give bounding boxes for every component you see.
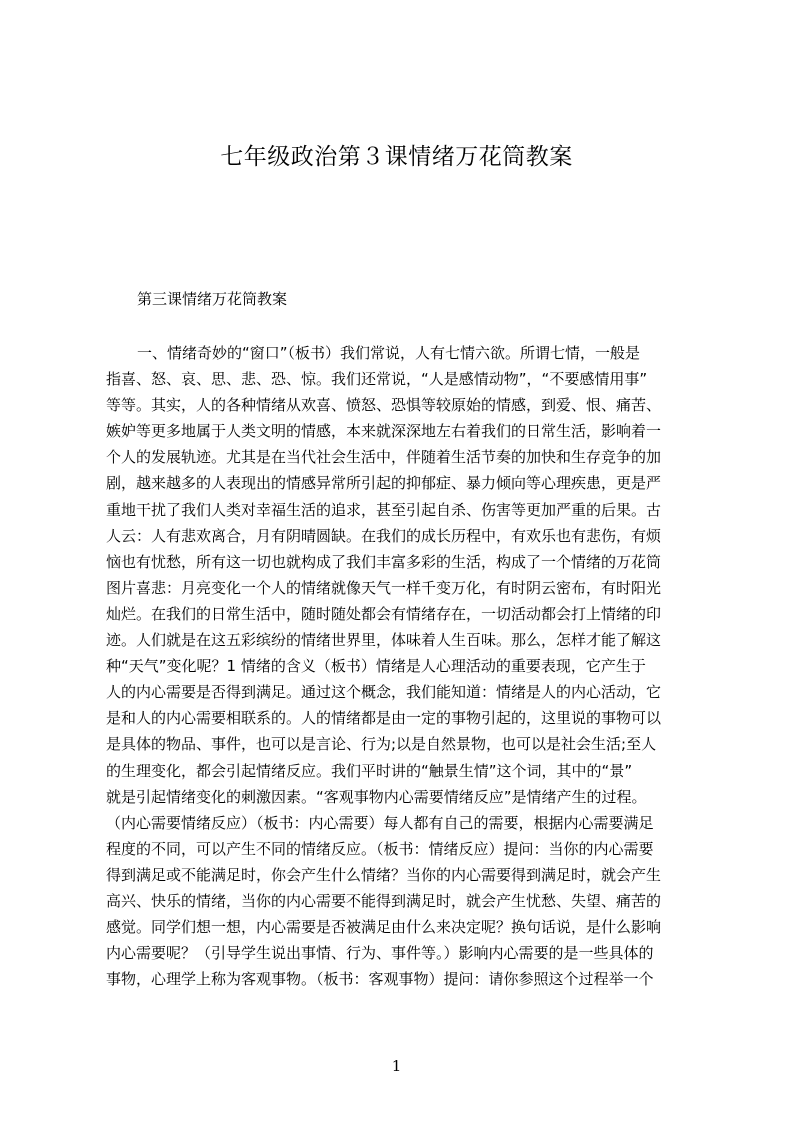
text-line: 程度的不同，可以产生不同的情绪反应。（板书：情绪反应）提问：当你的内心需要 (106, 839, 654, 858)
text-line: 是具体的物品、事件，也可以是言论、行为;以是自然景物，也可以是社会生活;至人 (106, 735, 657, 754)
text-line: 的生理变化，都会引起情绪反应。我们平时讲的“触景生情”这个词，其中的“景” (106, 761, 633, 780)
text-line: 种“天气”变化呢？1 情绪的含义（板书）情绪是人心理活动的重要表现，它产生于 (106, 657, 646, 676)
text-line: 得到满足或不能满足时，你会产生什么情绪？当你的内心需要得到满足时，就会产生 (106, 865, 662, 884)
text-line: 重地干扰了我们人类对幸福生活的追求，甚至引起自杀、伤害等更加严重的后果。古 (106, 500, 662, 519)
text-line: 图片喜悲：月亮变化一个人的情绪就像天气一样千变万化，有时阴云密布，有时阳光 (106, 578, 662, 597)
text-line: 嫉妒等更多地属于人类文明的情感，本来就深深地左右着我们的日常生活，影响着一 (106, 422, 662, 441)
text-line: 事物，心理学上称为客观事物。（板书：客观事物）提问：请你参照这个过程举一个 (106, 970, 654, 989)
text-line: 高兴、快乐的情绪，当你的内心需要不能得到满足时，就会产生忧愁、失望、痛苦的 (106, 891, 662, 910)
document-title: 七年级政治第３课情绪万花筒教案 (220, 144, 573, 170)
page-number: 1 (391, 1057, 402, 1075)
text-line: 就是引起情绪变化的刺激因素。“客观事物内心需要情绪反应”是情绪产生的过程。 (106, 787, 647, 806)
text-line: 内心需要呢？（引导学生说出事情、行为、事件等。）影响内心需要的是一些具体的 (106, 944, 654, 963)
text-line: 个人的发展轨迹。尤其是在当代社会生活中，伴随着生活节奏的加快和生存竞争的加 (106, 448, 662, 467)
text-line: 是和人的内心需要相联系的。人的情绪都是由一定的事物引起的，这里说的事物可以 (106, 709, 662, 728)
lesson-subtitle: 第三课情绪万花筒教案 (137, 290, 288, 308)
text-line: 恼也有忧愁，所有这一切也就构成了我们丰富多彩的生活，构成了一个情绪的万花筒 (106, 552, 662, 571)
text-line: 剧，越来越多的人表现出的情感异常所引起的抑郁症、暴力倾向等心理疾患，更是严 (106, 474, 662, 493)
text-line: 人云：人有悲欢离合，月有阴晴圆缺。在我们的成长历程中，有欢乐也有悲伤，有烦 (106, 526, 662, 545)
body-paragraph (106, 340, 694, 992)
text-line: （内心需要情绪反应）（板书：内心需要）每人都有自己的需要，根据内心需要满足 (106, 813, 654, 832)
text-line: 等等。其实，人的各种情绪从欢喜、愤怒、恐惧等较原始的情感，到爱、恨、痛苦、 (106, 396, 662, 415)
text-line: 一、情绪奇妙的“窗口”（板书）我们常说，人有七情六欲。所谓七情，一般是 (137, 344, 641, 362)
text-line: 迹。人们就是在这五彩缤纷的情绪世界里，体味着人生百味。那么，怎样才能了解这 (106, 631, 662, 650)
text-line: 人的内心需要是否得到满足。通过这个概念，我们能知道：情绪是人的内心活动，它 (106, 683, 662, 702)
text-line: 指喜、怒、哀、思、悲、恐、惊。我们还常说，“人是感情动物”，“不要感情用事” (106, 370, 648, 389)
text-line: 感觉。同学们想一想，内心需要是否被满足由什么来决定呢？换句话说，是什么影响 (106, 918, 662, 937)
text-line: 灿烂。在我们的日常生活中，随时随处都会有情绪存在，一切活动都会打上情绪的印 (106, 604, 662, 623)
